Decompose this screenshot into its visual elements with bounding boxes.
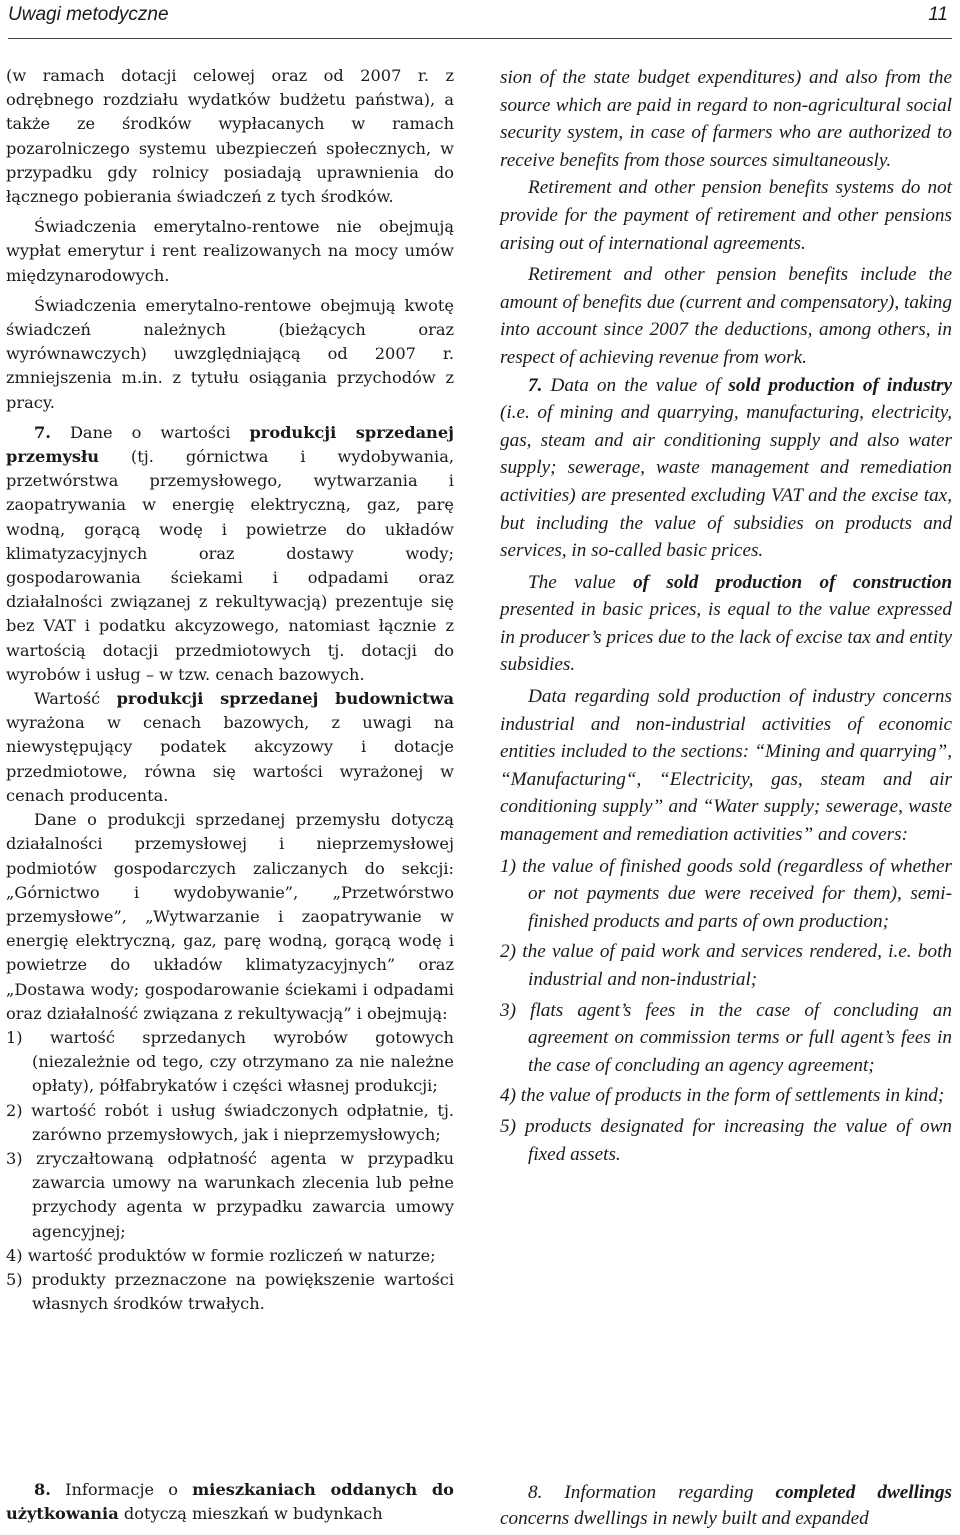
pl-paragraph-sections: Dane o produkcji sprzedanej przemysłu dotyczą działalności przemysłowej i nieprzemysłowej podmiotów gospodarczych zaliczanych do sekcji: „Górnictwo i wydobywanie”, „Przetwórstwo przemysłowe”, „Wytwarzanie i zaopatrywanie w energię elektryczną, gaz, parę wodną, gorącą wodę i powietrze do układów klimatyzacyjnych” oraz „Dostawa wody; gospodarowanie ściekami i odpadami oraz działalność związana z rekultywacją” i obejmują: bbox=[6, 810, 454, 1023]
en-items-list bbox=[500, 853, 952, 1169]
en-term-construction: of sold production of construction bbox=[633, 571, 952, 593]
list-item: 3) flats agent’s fees in the case of concluding an agreement on commission terms or full agent’s fees in the case of concluding an agency agreement; bbox=[500, 999, 952, 1076]
page-header bbox=[8, 0, 952, 39]
en-section-number-7: 7. bbox=[528, 374, 543, 396]
running-title: Uwagi metodyczne bbox=[8, 4, 169, 25]
list-item: 4) wartość produktów w formie rozliczeń w naturze; bbox=[6, 1245, 436, 1265]
english-column bbox=[500, 64, 952, 1171]
pl-paragraph-dwellings: 8. Informacje o mieszkaniach oddanych do użytkowania dotyczą mieszkań w budynkach bbox=[6, 1480, 454, 1524]
list-item: 1) wartość sprzedanych wyrobów gotowych (niezależnie od tego, czy otrzymano za nie należne opłaty), półfabrykatów i części własnej produkcji; bbox=[6, 1027, 454, 1096]
pl-paragraph-1: (w ramach dotacji celowej oraz od 2007 r. z odrębnego rozdziału wydatków budżetu państwa), a także ze środków wypłacanych w ramach pozarolniczego systemu ubezpieczeń społecznych, w przypadku gdy rolnicy posiadają uprawnienia do łącznego pobierania świadczeń z tych środków. bbox=[6, 66, 454, 207]
pl-section-number-7: 7. bbox=[34, 422, 51, 442]
pl-paragraph-2: Świadczenia emerytalno-rentowe nie obejmują wypłat emerytur i rent realizowanych na mocy umów międzynarodowych. bbox=[6, 217, 454, 285]
en-term-dwellings: completed dwellings bbox=[775, 1482, 952, 1503]
en-paragraph-3: Retirement and other pension benefits include the amount of benefits due (current and compensatory), taking into account since 2007 the deductions, among others, in respect of achieving revenue from work. bbox=[500, 264, 952, 368]
pl-section-number-8: 8. bbox=[34, 1480, 51, 1499]
en-paragraph-construction: The value of sold production of construction presented in basic prices, is equal to the value expressed in producer’s prices due to the lack of excise tax and entity subsidies. bbox=[500, 571, 952, 676]
en-term-industry: sold production of industry bbox=[728, 374, 952, 396]
polish-column bbox=[6, 64, 454, 1316]
en-paragraph-2: Retirement and other pension benefits systems do not provide for the payment of retirement and other pensions arising out of international agreements. bbox=[500, 177, 952, 254]
pl-term-industry: produkcji sprzedanej przemysłu bbox=[6, 422, 454, 467]
list-item: 3) zryczałtowaną odpłatność agenta w przypadku zawarcia umowy na warunkach zlecenia lub pełne przychody agenta w przypadku zawarcia umowy agencyjnej; bbox=[6, 1148, 454, 1241]
pl-paragraph-construction: Wartość produkcji sprzedanej budownictwa wyrażona w cenach bazowych, z uwagi na niewystępujący podatek akcyzowy i dotacje przedmiotowe, równa się wartości wyrażonej w cenach producenta. bbox=[6, 689, 454, 805]
en-paragraph-sections: Data regarding sold production of industry concerns industrial and non-industrial activities of economic entities included to the sections: “Mining and quarrying”, “Manufacturing“, “Electricity, gas, steam and air conditioning supply” and “Water supply; sewerage, waste management and remediation activities” and covers: bbox=[500, 686, 952, 846]
list-item: 2) the value of paid work and services rendered, i.e. both industrial and non-industrial; bbox=[500, 941, 952, 990]
page-number: 11 bbox=[928, 4, 948, 25]
pl-term-dwellings: mieszkaniach oddanych do użytkowania bbox=[6, 1480, 454, 1524]
list-item: 1) the value of finished goods sold (regardless of whether or not payments due were received for them), semi-finished products and parts of own production; bbox=[500, 855, 952, 932]
en-section-number-8: 8. bbox=[528, 1482, 543, 1503]
en-paragraph-1: sion of the state budget expenditures) and also from the source which are paid in regard to non-agricultural social security system, in case of farmers who are authorized to receive benefits from those sources simultaneously. bbox=[500, 67, 952, 171]
list-item: 5) products designated for increasing the value of own fixed assets. bbox=[500, 1115, 952, 1165]
en-paragraph-dwellings: 8. Information regarding completed dwellings concerns dwellings in newly built and expanded bbox=[500, 1482, 952, 1529]
pl-paragraph-3: Świadczenia emerytalno-rentowe obejmują kwotę świadczeń należnych (bieżących oraz wyrównawczych) uwzględniającą od 2007 r. zmniejszenia m.in. z tytułu osiągania przychodów z pracy. bbox=[6, 295, 454, 412]
pl-paragraph-industry: 7. Dane o wartości produkcji sprzedanej przemysłu (tj. górnictwa i wydobywania, przetwórstwa przemysłowego, wytwarzania i zaopatrywania w energię elektryczną, gaz, parę wodną, gorącą wodę i powietrze do układów klimatyzacyjnych oraz dostawy wody; gospodarowania ściekami i odpadami oraz działalności związanej z rekultywacją) prezentuje się bez VAT i podatku akcyzowego, natomiast łącznie z wartością dotacji przedmiotowych tj. dotacji do wyrobów i usług – w tzw. cenach bazowych. bbox=[6, 422, 454, 684]
en-paragraph-industry: 7. Data on the value of sold production of industry (i.e. of mining and quarrying, manufacturing, electricity, gas, steam and air conditioning supply and also water supply; sewerage, waste management and remediation activities) are presented excluding VAT and the excise tax, but including the value of subsidies on products and services, in so-called basic prices. bbox=[500, 374, 952, 562]
list-item: 2) wartość robót i usług świadczonych odpłatnie, tj. zarówno przemysłowych, jak i nieprzemysłowych; bbox=[6, 1100, 454, 1144]
list-item: 5) produkty przeznaczone na powiększenie wartości własnych środków trwałych. bbox=[6, 1269, 454, 1314]
list-item: 4) the value of products in the form of settlements in kind; bbox=[500, 1085, 945, 1107]
pl-term-construction: produkcji sprzedanej budownictwa bbox=[116, 689, 454, 709]
pl-items-list bbox=[6, 1026, 454, 1316]
